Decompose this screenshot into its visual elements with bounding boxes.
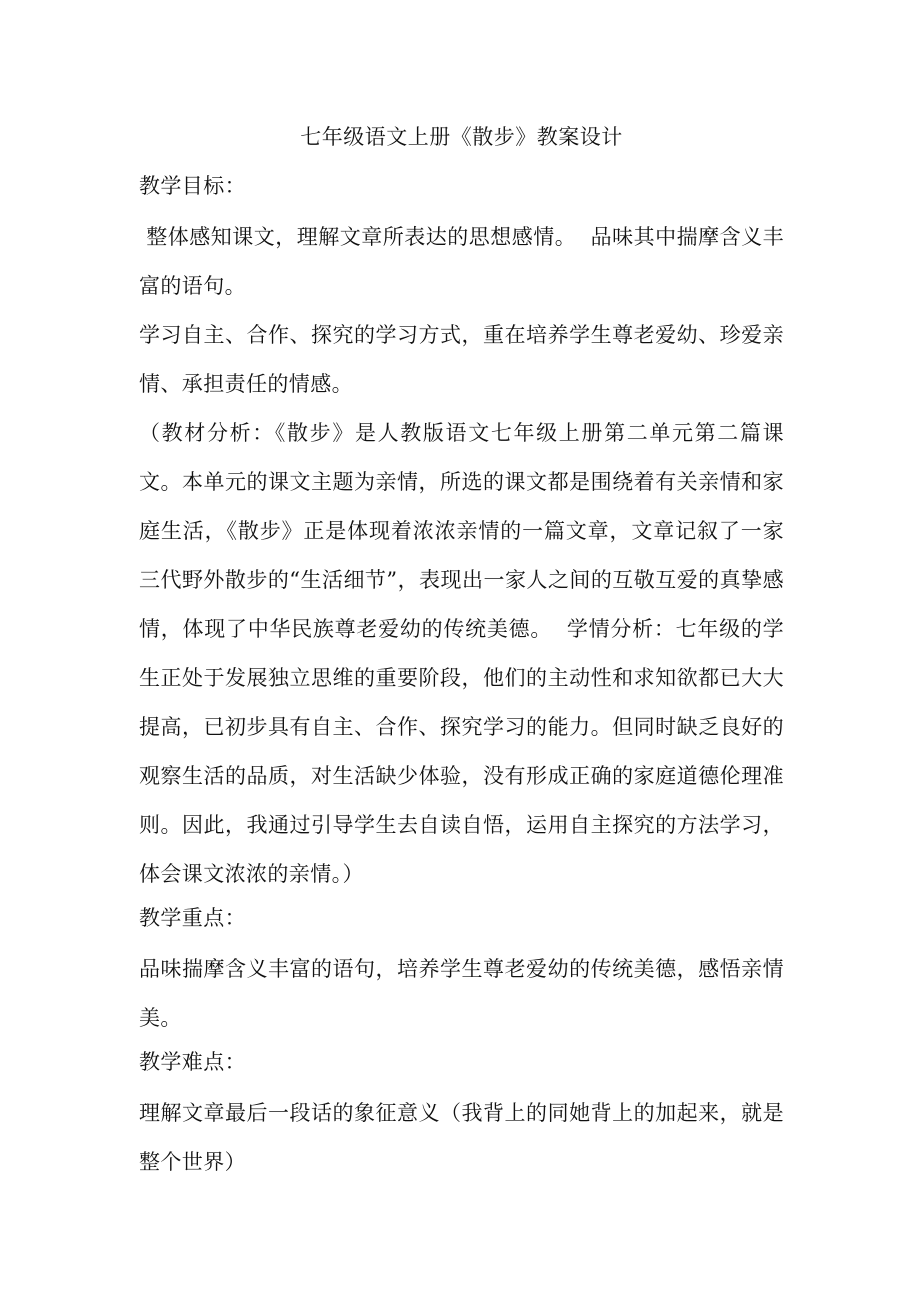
difficulties-label: 教学难点： xyxy=(139,1050,246,1074)
teaching-goals-item-1: 整体感知课文，理解文章所表达的思想感情。 品味其中揣摩含义丰富的语句。 xyxy=(139,225,785,298)
difficulties-text: 理解文章最后一段话的象征意义（我背上的同她背上的加起来，就是整个世界） xyxy=(139,1101,784,1174)
document-title: 七年级语文上册《散步》教案设计 xyxy=(300,125,623,149)
document-body xyxy=(139,118,784,1187)
teaching-goals-label: 教学目标： xyxy=(139,174,246,198)
key-points-text: 品味揣摩含义丰富的语句，培养学生尊老爱幼的传统美德，感悟亲情美。 xyxy=(139,957,784,1030)
key-points-label: 教学重点： xyxy=(139,906,246,930)
teaching-goals-item-2: 学习自主、合作、探究的学习方式，重在培养学生尊老爱幼、珍爱亲情、承担责任的情感。 xyxy=(139,323,784,396)
textbook-and-student-analysis: （教材分析：《散步》是人教版语文七年级上册第二单元第二篇课文。本单元的课文主题为亲情，所选的课文都是围绕着有关亲情和家庭生活，《散步》正是体现着浓浓亲情的一篇文章，文章记叙了一家三代野外散步的“生活细节”，表现出一家人之间的互敬互爱的真挚感情，体现了中华民族尊老爱幼的传统美德。 学情分析：七年级的学生正处于发展独立思维的重要阶段，他们的主动性和求知欲都已大大提高，已初步具有自主、合作、探究学习的能力。但同时缺乏良好的观察生活的品质，对生活缺少体验，没有形成正确的家庭道德伦理准则。因此，我通过引导学生去自读自悟，运用自主探究的方法学习，体会课文浓浓的亲情。） xyxy=(139,421,784,886)
